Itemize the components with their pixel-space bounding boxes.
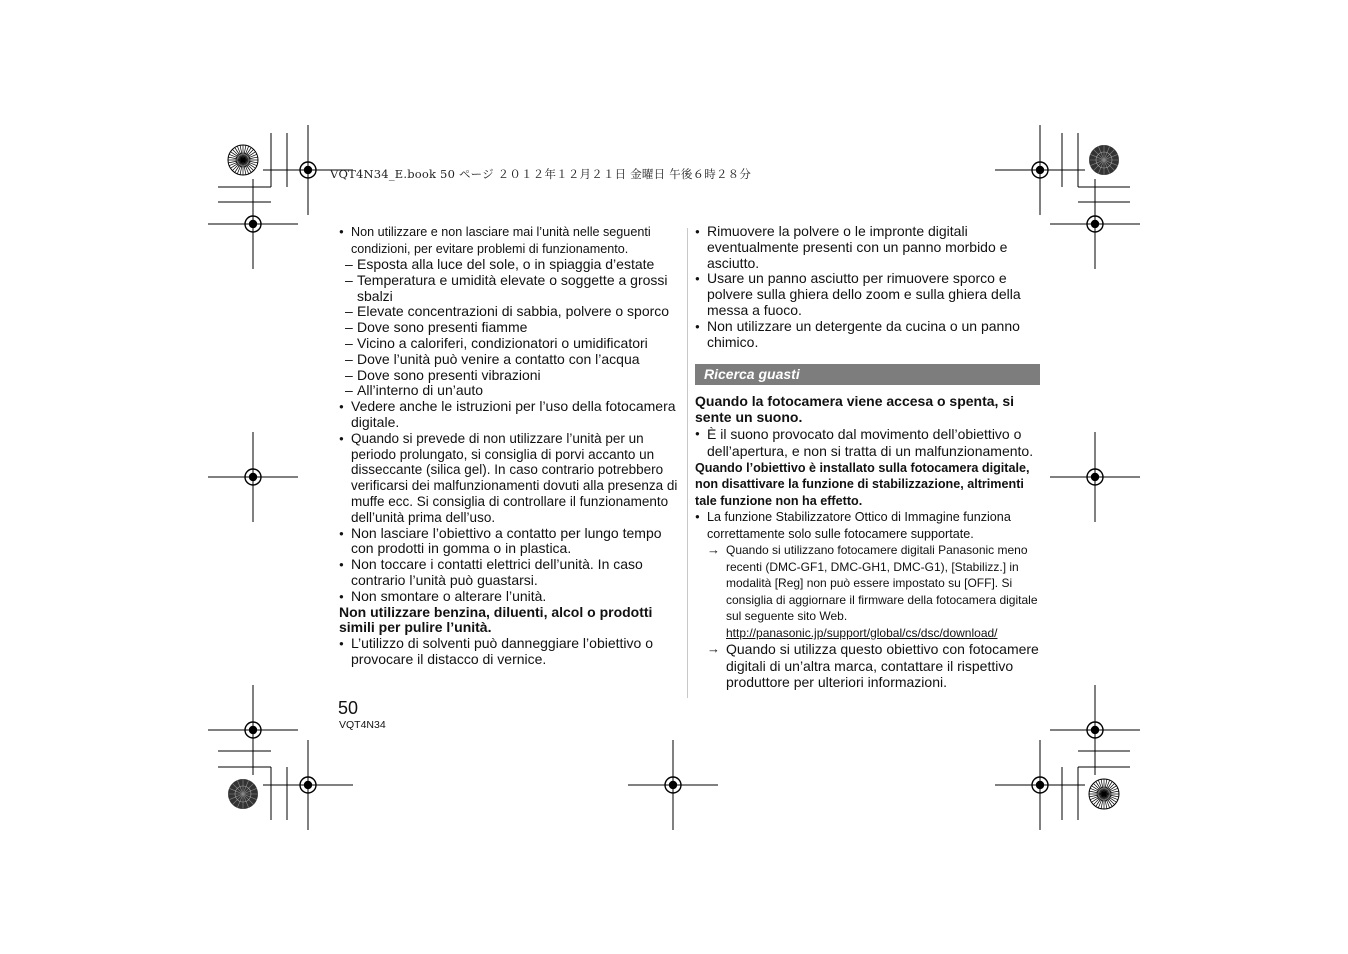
answer-bullet: ● È il suono provocato dal movimento dell’obiettivo o dell’apertura, e non si tratta di un malfunzionamento. bbox=[695, 426, 1040, 460]
bullet-item: ● Non toccare i contatti elettrici dell’unità. In caso contrario l’unità può guastarsi. bbox=[339, 557, 684, 589]
intro-bullet: ● Non utilizzare e non lasciare mai l’unità nelle seguenti condizioni, per evitare problemi di funzionamento. bbox=[339, 224, 684, 257]
left-column bbox=[339, 224, 684, 668]
condition-item: – Dove l’unità può venire a contatto con l’acqua bbox=[339, 352, 684, 368]
column-divider bbox=[687, 228, 688, 698]
question-heading: Quando la fotocamera viene accesa o spenta, si sente un suono. bbox=[695, 393, 1015, 426]
warning-bullet: ● L’utilizzo di solventi può danneggiare l’obiettivo o provocare il distacco di vernice. bbox=[339, 636, 684, 668]
condition-item: – All’interno di un’auto bbox=[339, 383, 684, 399]
bullet-item: ● Non lasciare l’obiettivo a contatto per lungo tempo con prodotti in gomma o in plastica. bbox=[339, 526, 684, 558]
model-code: VQT4N34 bbox=[339, 719, 386, 731]
condition-item: – Elevate concentrazioni di sabbia, polvere o sporco bbox=[339, 304, 684, 320]
bullet-item: ● Quando si prevede di non utilizzare l’unità per un periodo prolungato, si consiglia di porvi accanto un disseccante (silica gel). In caso contrario potrebbero verificarsi dei malfunzionamenti dovuti alla presenza di muffe ecc. Si consiglia di controllare il funzionamento dell’unità prima dell’uso. bbox=[339, 431, 684, 526]
right-column bbox=[695, 224, 1040, 691]
arrow-note bbox=[695, 542, 1040, 641]
page-number: 50 bbox=[338, 698, 359, 718]
condition-item: – Vicino a caloriferi, condizionatori o umidificatori bbox=[339, 336, 684, 352]
care-bullet: ● Non utilizzare un detergente da cucina o un panno chimico. bbox=[695, 319, 1040, 351]
file-info-header: VQT4N34_E.book 50 ページ ２０１２年１２月２１日 金曜日 午後６時２８分 bbox=[330, 167, 752, 181]
question-heading: Quando l’obiettivo è installato sulla fotocamera digitale, non disattivare la funzione di stabilizzazione, altrimenti tale funzione non ha effetto. bbox=[695, 460, 1030, 508]
bullet-item: ● Vedere anche le istruzioni per l’uso della fotocamera digitale. bbox=[339, 399, 684, 431]
condition-item: – Temperatura e umidità elevate o soggette a grossi sbalzi bbox=[339, 273, 684, 305]
condition-item: – Esposta alla luce del sole, o in spiaggia d’estate bbox=[339, 257, 684, 273]
bullet-item: ● Non smontare o alterare l’unità. bbox=[339, 589, 684, 605]
care-bullet: ● Rimuovere la polvere o le impronte digitali eventualmente presenti con un panno morbido e asciutto. bbox=[695, 224, 1040, 271]
care-bullet: ● Usare un panno asciutto per rimuovere sporco e polvere sulla ghiera dello zoom e sulla ghiera della messa a fuoco. bbox=[695, 271, 1040, 318]
support-url-link[interactable]: http://panasonic.jp/support/global/cs/dsc/download/ bbox=[726, 625, 998, 640]
condition-item: – Dove sono presenti fiamme bbox=[339, 320, 684, 336]
arrow-note-text: Quando si utilizzano fotocamere digitali Panasonic meno recenti (DMC-GF1, DMC-GH1, DMC-G1), [Stabilizz.] in modalità [Reg] non può essere impostato su [OFF]. Si consiglia di aggiornare il firmware della fotocamera digitale sul seguente sito Web. bbox=[726, 543, 1038, 624]
arrow-note: → Quando si utilizza questo obiettivo con fotocamere digitali di un’altra marca, contattare il rispettivo produttore per ulteriori informazioni. bbox=[695, 641, 1040, 691]
warning-heading: Non utilizzare benzina, diluenti, alcol o prodotti simili per pulire l’unità. bbox=[339, 603, 653, 636]
section-title-troubleshooting: Ricerca guasti bbox=[695, 364, 1040, 385]
condition-item: – Dove sono presenti vibrazioni bbox=[339, 368, 684, 384]
answer-bullet: ● La funzione Stabilizzatore Ottico di Immagine funziona correttamente solo sulle fotocamere supportate. bbox=[695, 509, 1040, 542]
